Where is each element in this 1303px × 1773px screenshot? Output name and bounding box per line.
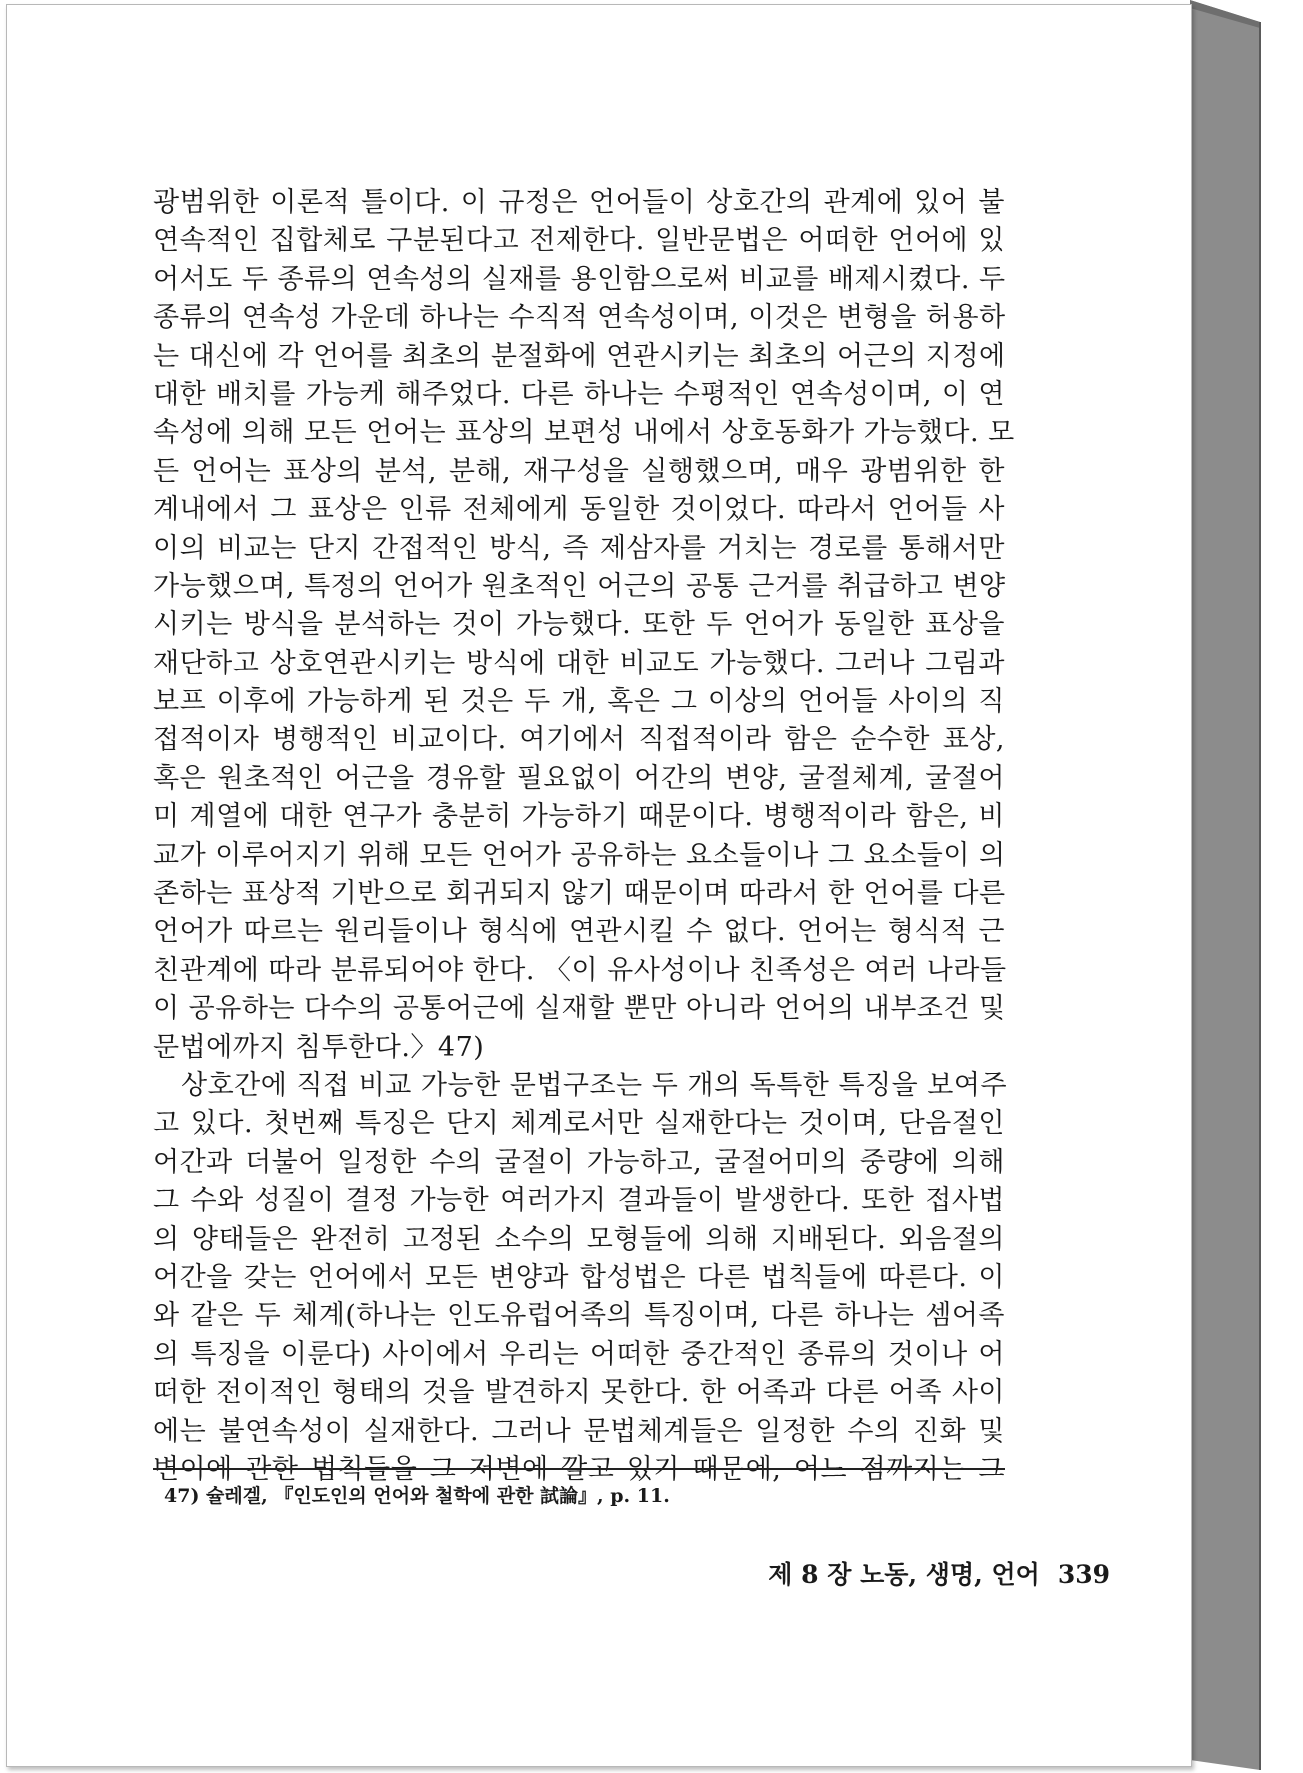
text-line: 교가 이루어지기 위해 모든 언어가 공유하는 요소들이나 그 요소들이 의 bbox=[153, 839, 1006, 871]
text-line-paragraph-end: 문법에까지 침투한다.〉47) bbox=[153, 1031, 485, 1063]
text-line: 이 공유하는 다수의 공통어근에 실재할 뿐만 아니라 언어의 내부조건 및 bbox=[153, 993, 1006, 1025]
text-line: 의 특징을 이룬다) 사이에서 우리는 어떠한 중간적인 종류의 것이나 어 bbox=[153, 1338, 1005, 1370]
text-line: 광범위한 이론적 틀이다. 이 규정은 언어들이 상호간의 관계에 있어 불 bbox=[153, 187, 1005, 218]
running-footer bbox=[768, 1555, 1110, 1591]
text-line: 그 수와 성질이 결정 가능한 여러가지 결과들이 발생한다. 또한 접사법 bbox=[153, 1185, 1005, 1217]
text-line: 계내에서 그 표상은 인류 전체에게 동일한 것이었다. 따라서 언어들 사 bbox=[153, 494, 1005, 526]
text-line: 든 언어는 표상의 분석, 분해, 재구성을 실행했으며, 매우 광범위한 한 bbox=[153, 455, 1005, 487]
text-line: 의 양태들은 완전히 고정된 소수의 모형들에 의해 지배된다. 외음절의 bbox=[153, 1223, 1005, 1255]
footnote-divider bbox=[153, 1468, 1005, 1470]
text-line-paragraph-start: 상호간에 직접 비교 가능한 문법구조는 두 개의 독특한 특징을 보여주 bbox=[181, 1069, 1008, 1101]
text-line: 종류의 연속성 가운데 하나는 수직적 연속성이며, 이것은 변형을 허용하 bbox=[153, 302, 1006, 334]
text-line: 변이에 관한 법칙들을 그 저변에 깔고 있기 때문에, 어느 점까지는 그 bbox=[153, 1453, 1005, 1485]
text-line: 어간을 갖는 언어에서 모든 변양과 합성법은 다른 법칙들에 따른다. 이 bbox=[153, 1261, 1005, 1293]
text-line: 친관계에 따라 분류되어야 한다. 〈이 유사성이나 친족성은 여러 나라들 bbox=[153, 954, 1007, 986]
text-line: 재단하고 상호연관시키는 방식에 대한 비교도 가능했다. 그러나 그림과 bbox=[153, 647, 1005, 679]
page-number: 339 bbox=[1057, 1560, 1110, 1589]
text-line: 언어가 따르는 원리들이나 형식에 연관시킬 수 없다. 언어는 형식적 근 bbox=[153, 916, 1005, 948]
chapter-title: 제 8 장 노동, 생명, 언어 bbox=[768, 1560, 1040, 1589]
text-line: 연속적인 집합체로 구분된다고 전제한다. 일반문법은 어떠한 언어에 있 bbox=[153, 225, 1005, 257]
text-line: 존하는 표상적 기반으로 회귀되지 않기 때문이며 따라서 한 언어를 다른 bbox=[153, 878, 1006, 910]
text-line: 이의 비교는 단지 간접적인 방식, 즉 제삼자를 거치는 경로를 통해서만 bbox=[153, 532, 1005, 564]
text-line: 가능했으며, 특정의 언어가 원초적인 어근의 공통 근거를 취급하고 변양 bbox=[153, 570, 1006, 602]
text-line: 혹은 원초적인 어근을 경유할 필요없이 어간의 변양, 굴절체계, 굴절어 bbox=[153, 762, 1005, 794]
text-line: 어간과 더불어 일정한 수의 굴절이 가능하고, 굴절어미의 중량에 의해 bbox=[153, 1146, 1005, 1178]
text-line: 대한 배치를 가능케 해주었다. 다른 하나는 수평적인 연속성이며, 이 연 bbox=[153, 378, 1005, 410]
text-line: 접적이자 병행적인 비교이다. 여기에서 직접적이라 함은 순수한 표상, bbox=[153, 724, 1005, 756]
text-line: 와 같은 두 체계(하나는 인도유럽어족의 특징이며, 다른 하나는 셈어족 bbox=[153, 1300, 1005, 1332]
text-line: 는 대신에 각 언어를 최초의 분절화에 연관시키는 최초의 어근의 지정에 bbox=[153, 340, 1006, 372]
footnote: 47) 슐레겔, 『인도인의 언어와 철학에 관한 試論』, p. 11. bbox=[164, 1485, 670, 1507]
text-line: 떠한 전이적인 형태의 것을 발견하지 못한다. 한 어족과 다른 어족 사이 bbox=[153, 1377, 1005, 1409]
text-line: 어서도 두 종류의 연속성의 실재를 용인함으로써 비교를 배제시켰다. 두 bbox=[153, 263, 1006, 295]
text-line: 속성에 의해 모든 언어는 표상의 보편성 내에서 상호동화가 가능했다. 모 bbox=[153, 417, 1015, 449]
body-text bbox=[153, 184, 1015, 1489]
text-line: 에는 불연속성이 실재한다. 그러나 문법체계들은 일정한 수의 진화 및 bbox=[153, 1415, 1005, 1447]
text-line: 보프 이후에 가능하게 된 것은 두 개, 혹은 그 이상의 언어들 사이의 직 bbox=[153, 686, 1005, 718]
text-line: 시키는 방식을 분석하는 것이 가능했다. 또한 두 언어가 동일한 표상을 bbox=[153, 609, 1005, 641]
book-edge-shadow bbox=[1190, 0, 1303, 1773]
text-line: 고 있다. 첫번째 특징은 단지 체계로서만 실재한다는 것이며, 단음절인 bbox=[153, 1108, 1005, 1140]
text-line: 미 계열에 대한 연구가 충분히 가능하기 때문이다. 병행적이라 함은, 비 bbox=[153, 801, 1005, 833]
